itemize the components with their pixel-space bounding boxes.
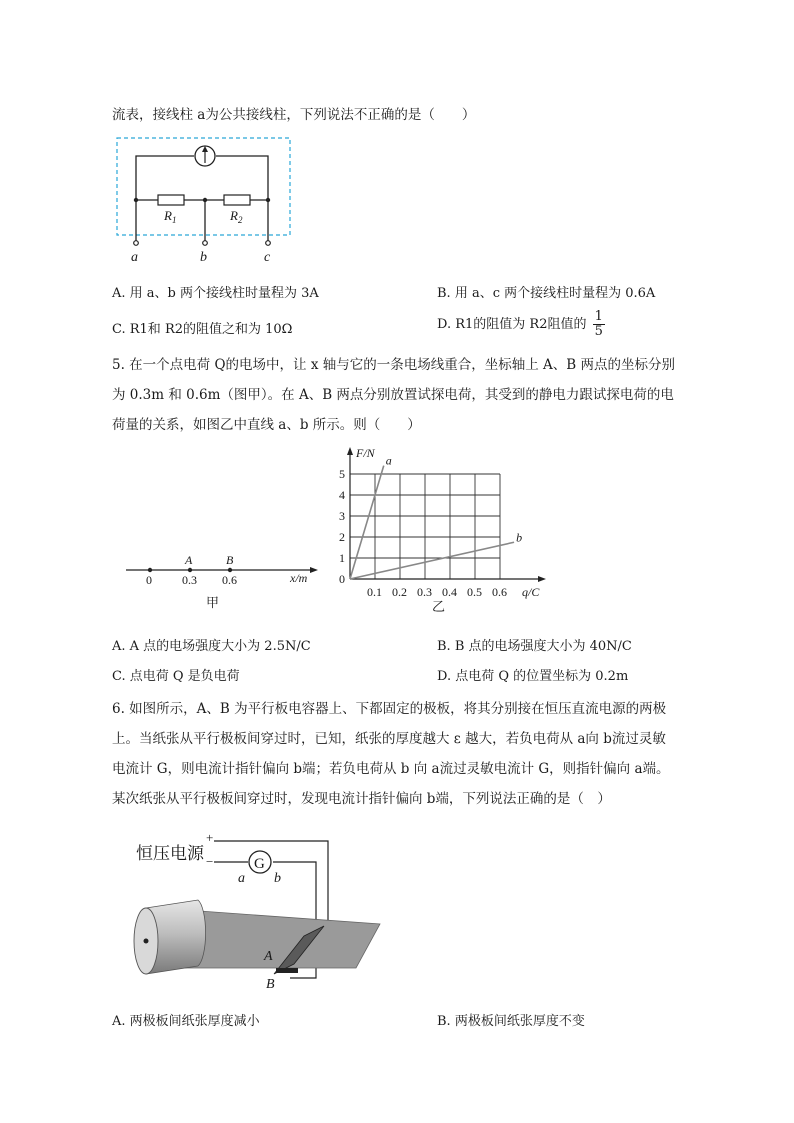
plate-b-label: B: [266, 977, 275, 992]
series-line-a: [350, 466, 384, 579]
label-r1: $R_1$: [164, 208, 177, 225]
figure-yi-chart: [330, 443, 550, 615]
q6-stem-line-3: 电流计 G，则电流计指针偏向 b端；若负电荷从 b 向 a流过灵敏电流计 G，则指针偏向 a端。: [112, 761, 670, 777]
q6-stem-line-1: 6. 如图所示，A、B 为平行板电容器上、下都固定的极板，将其分别接在恒压直流电源的两极: [112, 701, 667, 717]
x-tick-label-0.1: 0.1: [367, 585, 382, 599]
resistor-r1: [158, 195, 184, 205]
x-axis-label: x/m: [290, 571, 308, 585]
y-tick-label-3: 3: [339, 509, 345, 523]
tick-0: 0: [146, 573, 152, 587]
q5-option-d[interactable]: D. 点电荷 Q 的位置坐标为 0.2m: [437, 669, 629, 684]
x-tick-label-0.6: 0.6: [492, 585, 507, 599]
point-a: [188, 568, 192, 572]
figure-jia-x-axis: [122, 550, 322, 612]
q6-option-a[interactable]: A. 两极板间纸张厚度减小: [112, 1014, 260, 1029]
plate-b: [276, 968, 298, 973]
q5-stem-line-3: 荷量的关系，如图乙中直线 a、b 所示。则（ ）: [112, 417, 421, 433]
q4-option-d[interactable]: [437, 310, 605, 339]
power-source-label: 恒压电源: [136, 844, 204, 863]
series-label-b: b: [516, 530, 523, 545]
terminal-a-label: a: [238, 871, 245, 886]
q5-option-b[interactable]: B. B 点的电场强度大小为 40N/C: [437, 639, 632, 654]
x-tick-label-0.2: 0.2: [392, 585, 407, 599]
label-r2: $R_2$: [230, 208, 243, 225]
chart-axes: [347, 447, 546, 582]
q4-option-c[interactable]: C. R1和 R2的阻值之和为 10Ω: [112, 322, 293, 337]
chart-labels: [339, 446, 540, 614]
terminal-a: [134, 241, 139, 246]
terminal-b: [203, 241, 208, 246]
y-tick-label-4: 4: [339, 488, 345, 502]
q4-option-b[interactable]: B. 用 a、c 两个接线柱时量程为 0.6A: [437, 286, 656, 301]
origin-point: [148, 568, 152, 572]
ammeter-circuit-diagram: [112, 134, 297, 266]
y-tick-label-0: 0: [339, 572, 345, 586]
label-a: a: [131, 250, 138, 265]
x-tick-label-0.3: 0.3: [417, 585, 432, 599]
capacitor-paper-diagram: [118, 828, 390, 998]
point-b-label: B: [226, 553, 234, 567]
q4-option-d-text: D. R1的阻值为 R2阻值的: [437, 317, 587, 332]
x-tick-label-0.5: 0.5: [467, 585, 482, 599]
galvanometer-label: G: [254, 856, 265, 872]
chart-grid: [350, 474, 500, 579]
q6-stem-line-4: 某次纸张从平行极板间穿过时，发现电流计指针偏向 b端，下列说法正确的是（ ）: [112, 791, 611, 807]
y-axis-title: F/N: [356, 446, 375, 460]
y-axis-arrow: [347, 447, 353, 455]
q5-stem-line-2: 为 0.3m 和 0.6m（图甲）。在 A、B 两点分别放置试探电荷，其受到的静电力跟试探电荷的电: [112, 387, 674, 403]
fraction-denominator: 5: [594, 324, 603, 339]
q5-stem-line-1: 5. 在一个点电荷 Q的电场中，让 x 轴与它的一条电场线重合，坐标轴上 A、B 两点的坐标分别: [112, 357, 675, 373]
series-label-a: a: [385, 453, 392, 468]
x-axis-title: q/C: [522, 585, 540, 599]
caption-jia: 甲: [206, 595, 220, 610]
label-b: b: [200, 250, 207, 265]
resistor-r2: [224, 195, 250, 205]
y-tick-label-2: 2: [339, 530, 345, 544]
q4-stem-line: 流表，接线柱 a为公共接线柱，下列说法不正确的是（ ）: [112, 107, 476, 123]
plus-sign: +: [206, 830, 214, 845]
q6-option-b[interactable]: B. 两极板间纸张厚度不变: [437, 1014, 585, 1029]
terminal-b-label: b: [274, 871, 281, 886]
y-tick-label-1: 1: [339, 551, 345, 565]
label-c: c: [264, 250, 271, 265]
terminal-c: [266, 241, 271, 246]
q4-option-a[interactable]: A. 用 a、b 两个接线柱时量程为 3A: [112, 286, 319, 301]
minus-sign: −: [206, 854, 214, 869]
point-b: [228, 568, 232, 572]
q5-option-c[interactable]: C. 点电荷 Q 是负电荷: [112, 669, 240, 684]
point-a-label: A: [185, 553, 193, 567]
caption-yi: 乙: [432, 599, 446, 614]
tick-0.6: 0.6: [222, 573, 237, 587]
y-tick-label-5: 5: [339, 467, 345, 481]
tick-0.3: 0.3: [182, 573, 197, 587]
q5-option-a[interactable]: A. A 点的电场强度大小为 2.5N/C: [112, 639, 311, 654]
fraction-one-fifth: [593, 310, 605, 339]
q6-stem-line-2: 上。当纸张从平行极板间穿过时，已知，纸张的厚度越大 ε 越大，若负电荷从 a向 b流过灵敏: [112, 731, 666, 747]
x-axis-arrow: [538, 576, 546, 582]
x-tick-label-0.4: 0.4: [442, 585, 457, 599]
fraction-numerator: 1: [594, 309, 603, 324]
plate-a-label: A: [264, 949, 273, 964]
